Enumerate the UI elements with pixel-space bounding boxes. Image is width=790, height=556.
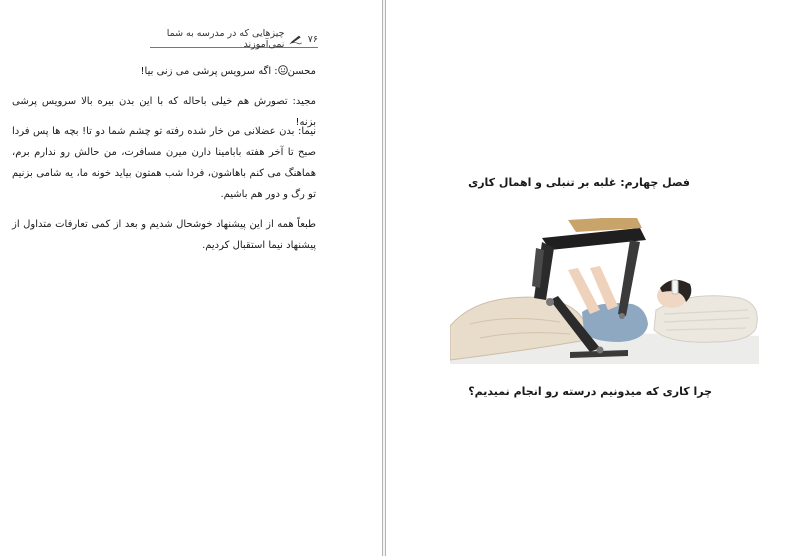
running-title: چیزهایی که در مدرسه به شما نمی‌آموزند	[166, 28, 285, 50]
dialogue-text: : اگه سرویس پرشی می زنی بیا!	[140, 66, 278, 77]
pen-writing-icon	[289, 33, 302, 45]
smiley-icon	[278, 65, 288, 75]
paragraph-mohsen	[12, 61, 316, 82]
question-title: چرا کاری که میدونیم درسته رو انجام نمیدیم؟	[468, 385, 712, 398]
running-header	[150, 28, 318, 50]
right-page	[386, 0, 790, 556]
paragraph-majid: مجید: تصورش هم خیلی باحاله که با این بدن بیره بالا سرویس پرشی بزنه!	[12, 96, 316, 128]
paragraph-nima: نیما: بدن عضلانی من خار شده رفته تو چشم شما دو تا! بچه ها پس فردا صبح تا آخر هفته بابامینا دارن میرن مسافرت، من حالش رو ندارم برم، هماهنگ می کنم باهاشون، فردا شب همتون بیاید خونه ما، یه شامی بزنیم تو رگ و دور هم باشیم.	[12, 126, 316, 200]
page-number: ۷۶	[307, 33, 318, 45]
speaker-name: محسن	[287, 66, 316, 77]
paragraph-narration: طبعاً همه از این پیشنهاد خوشحال شدیم و بعد از کمی تعارفات متداول از پیشنهاد نیما استقبال کردیم.	[12, 219, 316, 251]
bed-laptop-illustration	[450, 218, 759, 364]
left-page	[0, 0, 382, 556]
chapter-title: فصل چهارم: غلبه بر تنبلی و اهمال کاری	[468, 176, 690, 189]
